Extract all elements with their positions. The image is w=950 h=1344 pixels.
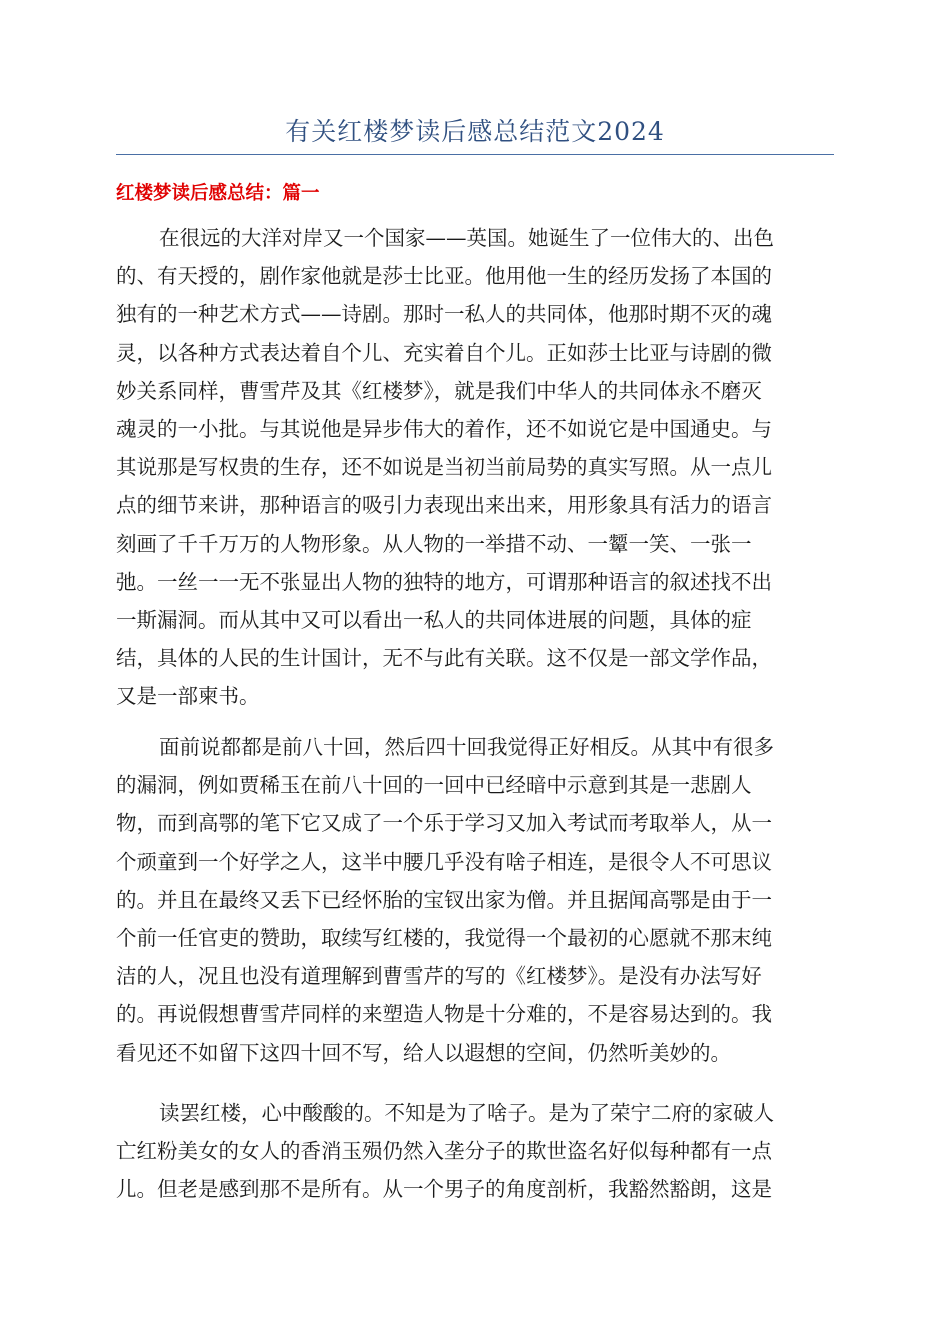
text-line: 面前说都都是前八十回，然后四十回我觉得正好相反。从其中有很多 bbox=[159, 735, 774, 759]
text-line: 灵，以各种方式表达着自个儿、充实着自个儿。正如莎士比亚与诗剧的微 bbox=[116, 340, 772, 365]
paragraph bbox=[116, 219, 834, 716]
text-line: 又是一部柬书。 bbox=[116, 684, 260, 709]
title-underline bbox=[116, 154, 834, 155]
text-line: 点的细节来讲，那种语言的吸引力表现出来出来，用形象具有活力的语言 bbox=[116, 493, 772, 518]
text-line: 个顽童到一个好学之人，这半中腰几乎没有啥子相连，是很令人不可思议 bbox=[116, 849, 772, 874]
text-line: 儿。但老是感到那不是所有。从一个男子的角度剖析，我豁然豁朗，这是 bbox=[116, 1177, 772, 1202]
text-line: 读罢红楼，心中酸酸的。不知是为了啥子。是为了荣宁二府的家破人 bbox=[159, 1101, 774, 1125]
text-line: 的。并且在最终又丢下已经怀胎的宝钗出家为僧。并且据闻高鄂是由于一 bbox=[116, 887, 772, 912]
text-line: 物，而到高鄂的笔下它又成了一个乐于学习又加入考试而考取举人，从一 bbox=[116, 811, 772, 836]
text-line: 洁的人，况且也没有道理解到曹雪芹的写的《红楼梦》。是没有办法写好 bbox=[116, 964, 762, 989]
text-line: 独有的一种艺术方式——诗剧。那时一私人的共同体，他那时期不灭的魂 bbox=[116, 302, 772, 327]
text-line: 在很远的大洋对岸又一个国家——英国。她诞生了一位伟大的、出色 bbox=[159, 226, 774, 250]
text-line: 的漏洞，例如贾稀玉在前八十回的一回中已经暗中示意到其是一悲剧人 bbox=[116, 773, 752, 798]
text-line: 结，具体的人民的生计国计，无不与此有关联。这不仅是一部文学作品， bbox=[116, 646, 772, 671]
text-line: 其说那是写权贵的生存，还不如说是当初当前局势的真实写照。从一点儿 bbox=[116, 455, 772, 480]
text-line: 的。再说假想曹雪芹同样的来塑造人物是十分难的，不是容易达到的。我 bbox=[116, 1002, 772, 1027]
paragraph bbox=[116, 728, 834, 1072]
paragraph bbox=[116, 1094, 834, 1209]
text-line: 看见还不如留下这四十回不写，给人以遐想的空间，仍然听美妙的。 bbox=[116, 1040, 731, 1065]
document-title: 有关红楼梦读后感总结范文2024 bbox=[285, 117, 665, 146]
text-line: 亡红粉美女的女人的香消玉殒仍然入垄分子的欺世盗名好似每种都有一点 bbox=[116, 1139, 772, 1164]
text-line: 刻画了千千万万的人物形象。从人物的一举措不动、一颦一笑、一张一 bbox=[116, 531, 752, 556]
text-line: 个前一任官吏的赞助，取续写红楼的，我觉得一个最初的心愿就不那末纯 bbox=[116, 926, 772, 951]
text-line: 一斯漏洞。而从其中又可以看出一私人的共同体进展的问题，具体的症 bbox=[116, 608, 752, 633]
text-line: 魂灵的一小批。与其说他是异步伟大的着作，还不如说它是中国通史。与 bbox=[116, 417, 772, 442]
text-line: 弛。一丝一一无不张显出人物的独特的地方，可谓那种语言的叙述找不出 bbox=[116, 569, 772, 594]
section-heading: 红楼梦读后感总结：篇一 bbox=[116, 183, 320, 204]
text-line: 的、有天授的，剧作家他就是莎士比亚。他用他一生的经历发扬了本国的 bbox=[116, 264, 772, 289]
text-line: 妙关系同样，曹雪芹及其《红楼梦》，就是我们中华人的共同体永不磨灭 bbox=[116, 378, 762, 403]
